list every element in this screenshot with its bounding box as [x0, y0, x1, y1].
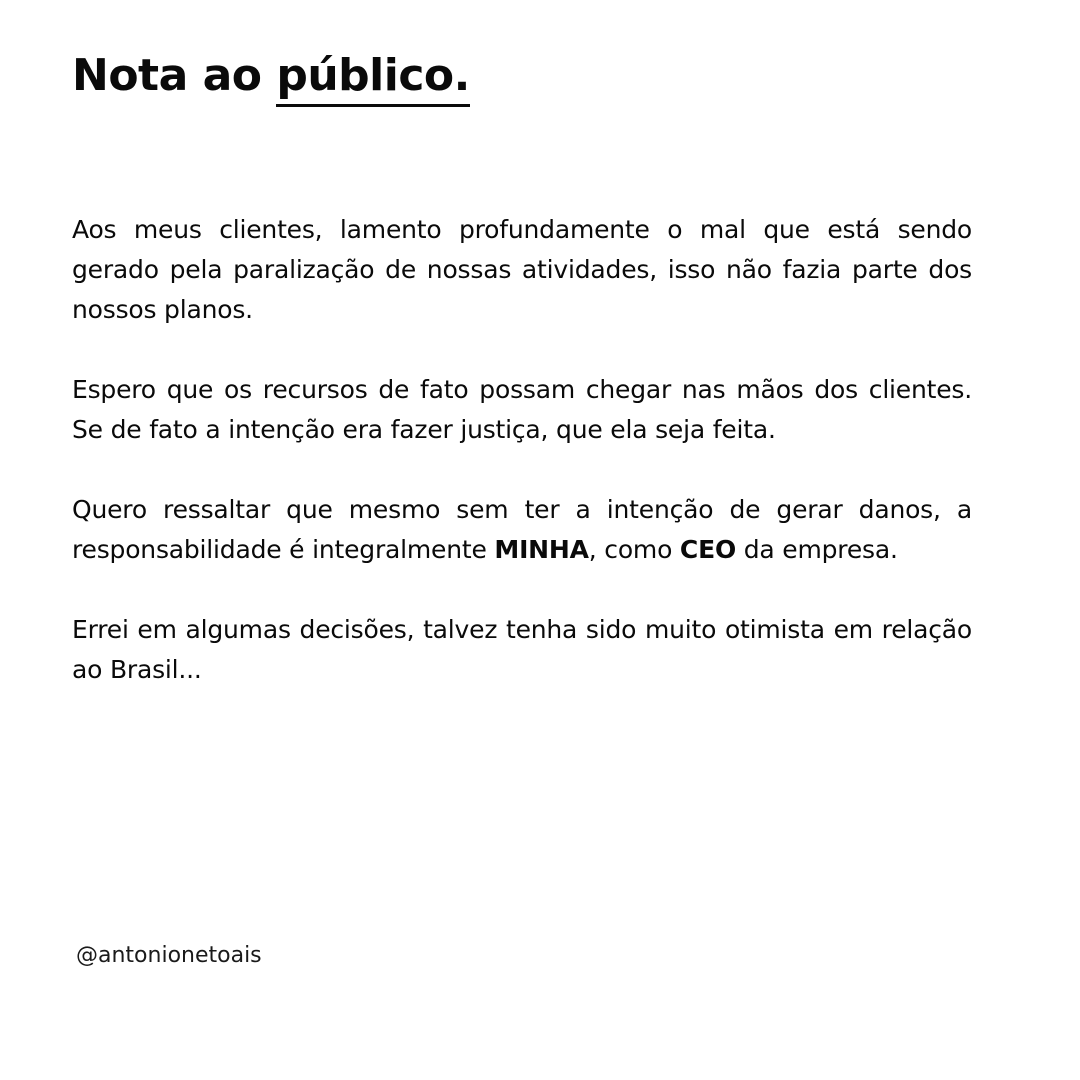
paragraph-2: Espero que os recursos de fato possam chegar nas mãos dos clientes. Se de fato a intenção era fazer justiça, que ela seja feita. [72, 375, 972, 444]
paragraph-3 [72, 490, 972, 570]
paragraph-3-part-3: da empresa. [736, 535, 898, 564]
statement-body [72, 210, 972, 690]
paragraph-1: Aos meus clientes, lamento profundamente o mal que está sendo gerado pela paralização de nossas atividades, isso não fazia parte dos nossos planos. [72, 215, 972, 324]
title-prefix: Nota ao [72, 50, 277, 101]
author-handle: @antonionetoais [76, 943, 262, 968]
emphasis-ceo: CEO [679, 535, 736, 564]
title-underlined-word: público. [276, 48, 470, 107]
paragraph-4: Errei em algumas decisões, talvez tenha sido muito otimista em relação ao Brasil... [72, 615, 972, 684]
page-title [72, 46, 470, 107]
paragraph-3-part-1: Quero ressaltar que mesmo sem ter a intenção de gerar danos, a responsabilidade é integralmente [72, 495, 972, 564]
emphasis-minha: MINHA [494, 535, 589, 564]
paragraph-3-part-2: , como [588, 535, 680, 564]
